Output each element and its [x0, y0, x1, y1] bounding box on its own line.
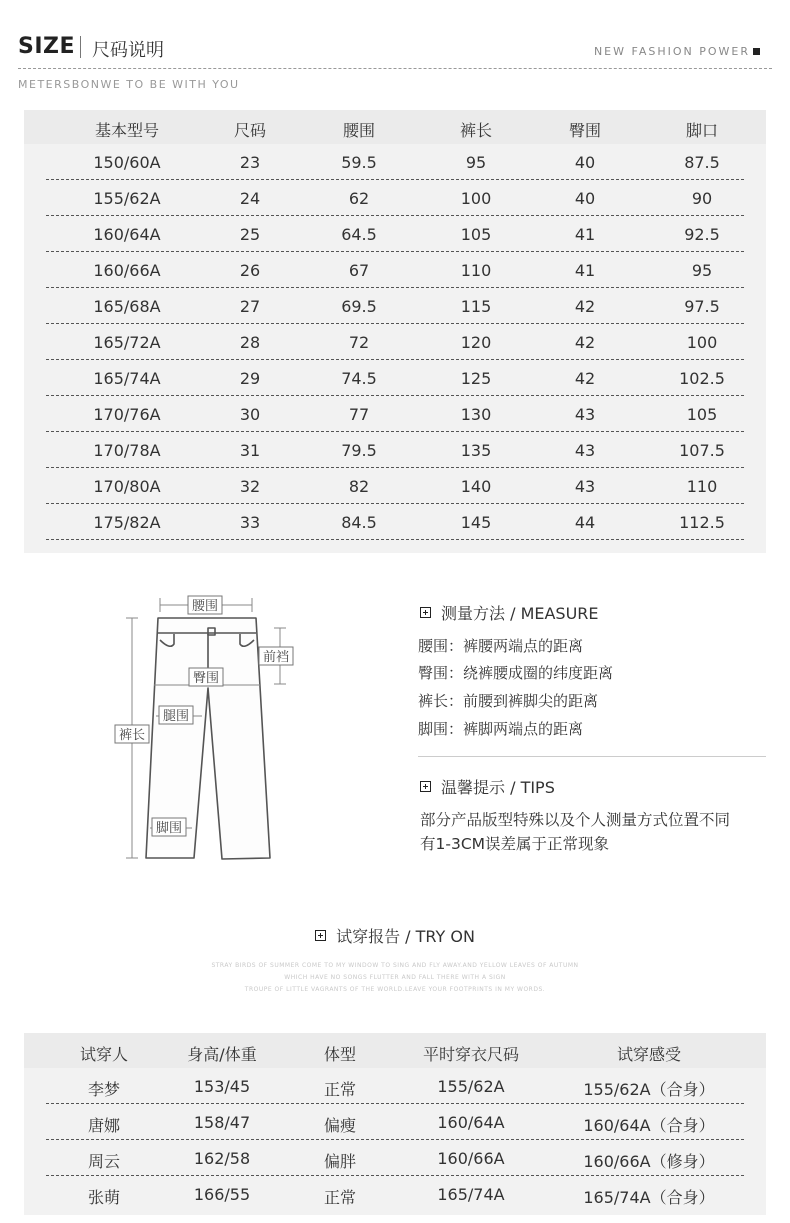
- row-divider: [46, 539, 744, 540]
- cell-model: 150/60A: [93, 153, 161, 172]
- cell-model: 155/62A: [93, 189, 161, 208]
- hem-label: 脚围: [155, 821, 183, 836]
- cell-length: 135: [460, 441, 492, 460]
- cell-waist: 82: [348, 477, 370, 496]
- size-heading: SIZE: [18, 34, 76, 59]
- cell-length: 120: [460, 333, 492, 352]
- cell-tester: 张萌: [87, 1188, 120, 1207]
- cell-body-type: 偏胖: [323, 1152, 356, 1171]
- pants-diagram: [110, 588, 300, 868]
- cell-size: 27: [239, 297, 261, 316]
- cell-hip: 41: [574, 261, 596, 280]
- tryon-row: [24, 1104, 766, 1140]
- header-divider: [18, 68, 772, 69]
- section-divider: [418, 756, 766, 757]
- cell-length: 100: [460, 189, 492, 208]
- cell-model: 165/68A: [93, 297, 161, 316]
- cell-size: 24: [239, 189, 261, 208]
- cell-usual-size: 160/66A: [437, 1149, 505, 1168]
- cell-hip: 42: [574, 297, 596, 316]
- fine-print-line: TROUPE OF LITTLE VAGRANTS OF THE WORLD.LEAVE YOUR FOOTPRINTS IN MY WORDS.: [244, 986, 546, 993]
- waist-label: 腰围: [191, 599, 219, 614]
- header-cell-model: 基本型号: [94, 121, 159, 140]
- cell-length: 115: [460, 297, 492, 316]
- cell-model: 160/64A: [93, 225, 161, 244]
- cell-waist: 67: [348, 261, 370, 280]
- cell-waist: 64.5: [341, 225, 377, 244]
- hip-label: 臀围: [192, 671, 220, 686]
- cell-length: 140: [460, 477, 492, 496]
- cell-body-type: 正常: [323, 1188, 356, 1207]
- header-cell-feeling: 试穿感受: [616, 1045, 681, 1064]
- tips-line: 部分产品版型特殊以及个人测量方式位置不同: [420, 811, 731, 829]
- cell-hip: 41: [574, 225, 596, 244]
- cell-size: 28: [239, 333, 261, 352]
- table-row: [24, 180, 766, 216]
- table-row: [24, 360, 766, 396]
- cell-length: 105: [460, 225, 492, 244]
- cell-hip: 43: [574, 477, 596, 496]
- cell-hem: 102.5: [679, 369, 725, 388]
- tryon-table-header: [24, 1033, 766, 1068]
- square-bullet-icon: [753, 48, 760, 55]
- fine-print-line: WHICH HAVE NO SONGS FLUTTER AND FALL THERE WITH A SIGN: [284, 974, 506, 981]
- cell-size: 33: [239, 513, 261, 532]
- header-cell-hem: 脚口: [685, 121, 718, 140]
- measure-title-text: 测量方法 / MEASURE: [441, 604, 599, 623]
- cell-body-type: 正常: [323, 1080, 356, 1099]
- cell-hem: 100: [686, 333, 718, 352]
- cell-hip: 40: [574, 153, 596, 172]
- tips-line: 有1-3CM误差属于正常现象: [420, 835, 610, 853]
- table-row: [24, 432, 766, 468]
- tryon-table: [24, 1033, 766, 1215]
- table-row: [24, 144, 766, 180]
- tips-section-title: [420, 775, 555, 798]
- measure-line: 臀围：绕裤腰成圈的纬度距离: [418, 664, 614, 682]
- cell-tester: 唐娜: [87, 1116, 120, 1135]
- fine-print-line: STRAY BIRDS OF SUMMER COME TO MY WINDOW TO SING AND FLY AWAY.AND YELLOW LEAVES OF AUTUMN: [211, 962, 579, 969]
- cell-size: 29: [239, 369, 261, 388]
- sub-slogan: METERSBONWE TO BE WITH YOU: [18, 78, 240, 91]
- cell-waist: 72: [348, 333, 370, 352]
- cell-waist: 79.5: [341, 441, 377, 460]
- cell-hem: 90: [691, 189, 713, 208]
- cell-usual-size: 160/64A: [437, 1113, 505, 1132]
- cell-tester: 李梦: [87, 1080, 120, 1099]
- header-cell-waist: 腰围: [342, 121, 375, 140]
- cell-length: 145: [460, 513, 492, 532]
- cell-feeling: 155/62A（合身）: [583, 1080, 715, 1099]
- measure-line: 脚围：裤脚两端点的距离: [418, 720, 584, 738]
- cell-tester: 周云: [87, 1152, 120, 1171]
- cell-height-weight: 166/55: [193, 1185, 251, 1204]
- cell-model: 165/74A: [93, 369, 161, 388]
- cell-height-weight: 153/45: [193, 1077, 251, 1096]
- cell-size: 23: [239, 153, 261, 172]
- measure-section-title: [420, 601, 599, 624]
- cell-hem: 92.5: [684, 225, 720, 244]
- cell-hem: 110: [686, 477, 718, 496]
- tryon-row: [24, 1176, 766, 1212]
- cell-hip: 42: [574, 369, 596, 388]
- measure-line: 裤长：前腰到裤脚尖的距离: [418, 692, 599, 710]
- cell-waist: 77: [348, 405, 370, 424]
- cell-waist: 84.5: [341, 513, 377, 532]
- cell-model: 170/76A: [93, 405, 161, 424]
- size-table-header: [24, 110, 766, 144]
- cell-hem: 105: [686, 405, 718, 424]
- cell-model: 165/72A: [93, 333, 161, 352]
- cell-usual-size: 165/74A: [437, 1185, 505, 1204]
- cell-length: 110: [460, 261, 492, 280]
- length-label: 裤长: [118, 728, 146, 743]
- brand-slogan: [594, 45, 760, 58]
- header-cell-hip: 臀围: [568, 121, 601, 140]
- cell-hem: 107.5: [679, 441, 725, 460]
- cell-size: 32: [239, 477, 261, 496]
- cell-feeling: 165/74A（合身）: [583, 1188, 715, 1207]
- cell-model: 160/66A: [93, 261, 161, 280]
- plus-square-icon: [315, 930, 326, 941]
- cell-feeling: 160/64A（合身）: [583, 1116, 715, 1135]
- table-row: [24, 396, 766, 432]
- cell-body-type: 偏瘦: [323, 1116, 356, 1135]
- cell-hem: 97.5: [684, 297, 720, 316]
- measure-line: 腰围：裤腰两端点的距离: [418, 637, 584, 655]
- cell-size: 31: [239, 441, 261, 460]
- tryon-row: [24, 1068, 766, 1104]
- table-row: [24, 288, 766, 324]
- header-cell-height-weight: 身高/体重: [187, 1045, 257, 1064]
- cell-length: 95: [465, 153, 487, 172]
- cell-hip: 40: [574, 189, 596, 208]
- cell-hip: 44: [574, 513, 596, 532]
- cell-length: 125: [460, 369, 492, 388]
- cell-hem: 112.5: [679, 513, 725, 532]
- plus-square-icon: [420, 607, 431, 618]
- heading-divider: [80, 36, 81, 58]
- cell-size: 30: [239, 405, 261, 424]
- cell-model: 170/78A: [93, 441, 161, 460]
- thigh-label: 腿围: [162, 709, 190, 724]
- cell-hip: 43: [574, 441, 596, 460]
- cell-height-weight: 162/58: [193, 1149, 251, 1168]
- size-table: [24, 110, 766, 553]
- tryon-section-title: [0, 924, 790, 947]
- cell-hem: 87.5: [684, 153, 720, 172]
- table-row: [24, 252, 766, 288]
- cell-usual-size: 155/62A: [437, 1077, 505, 1096]
- cell-length: 130: [460, 405, 492, 424]
- cell-size: 25: [239, 225, 261, 244]
- front-rise-label: 前裆: [262, 650, 290, 665]
- header-cell-length: 裤长: [459, 121, 492, 140]
- table-row: [24, 216, 766, 252]
- tryon-row: [24, 1140, 766, 1176]
- cell-feeling: 160/66A（修身）: [583, 1152, 715, 1171]
- table-row: [24, 504, 766, 540]
- cell-waist: 69.5: [341, 297, 377, 316]
- table-row: [24, 468, 766, 504]
- brand-slogan-text: NEW FASHION POWER: [593, 45, 750, 58]
- cell-waist: 62: [348, 189, 370, 208]
- header-cell-body-type: 体型: [323, 1045, 356, 1064]
- header-cell-usual-size: 平时穿衣尺码: [422, 1045, 519, 1064]
- cell-waist: 74.5: [341, 369, 377, 388]
- cell-size: 26: [239, 261, 261, 280]
- size-chart-title: 尺码说明: [92, 40, 164, 61]
- cell-hem: 95: [691, 261, 713, 280]
- cell-hip: 43: [574, 405, 596, 424]
- tips-title-text: 温馨提示 / TIPS: [441, 778, 555, 797]
- tryon-title-text: 试穿报告 / TRY ON: [336, 927, 475, 946]
- header-cell-size: 尺码: [233, 121, 266, 140]
- tips-text: [420, 808, 730, 856]
- cell-waist: 59.5: [341, 153, 377, 172]
- plus-square-icon: [420, 781, 431, 792]
- cell-model: 175/82A: [93, 513, 161, 532]
- cell-model: 170/80A: [93, 477, 161, 496]
- header-cell-tester: 试穿人: [79, 1045, 128, 1064]
- cell-height-weight: 158/47: [193, 1113, 251, 1132]
- cell-hip: 42: [574, 333, 596, 352]
- table-row: [24, 324, 766, 360]
